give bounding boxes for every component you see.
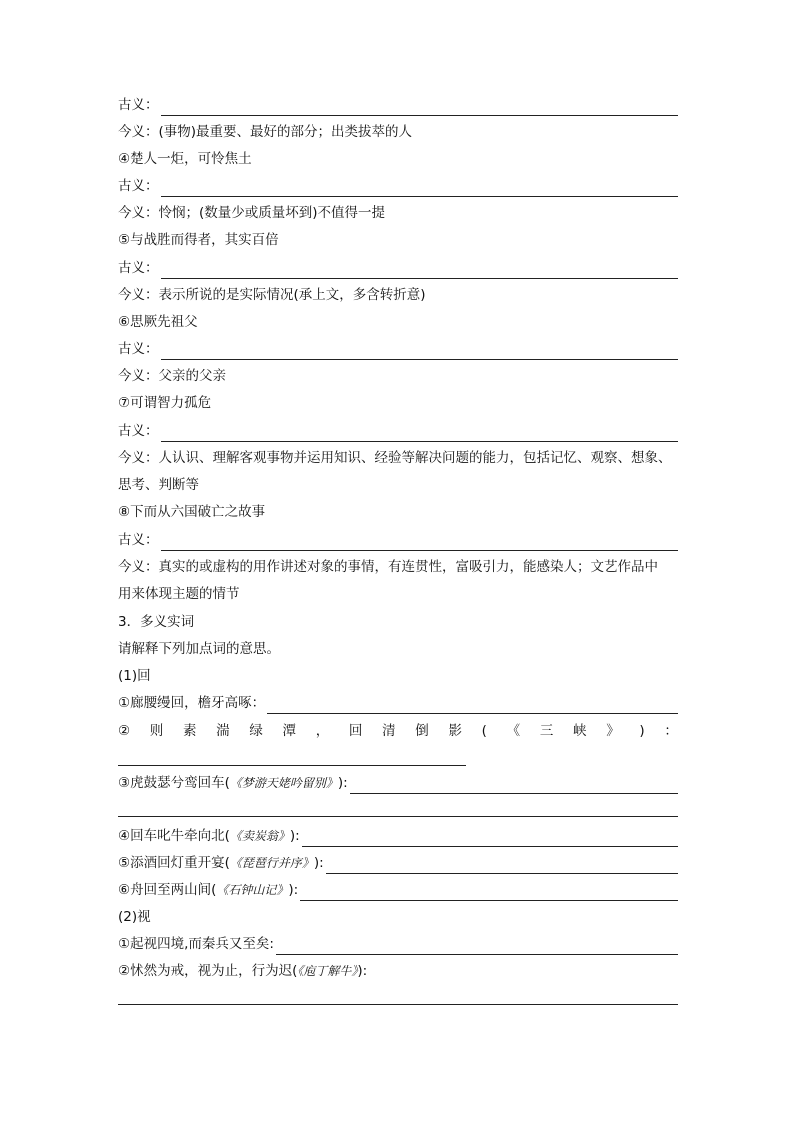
text-line: 今义：(事物)最重要、最好的部分；出类拔萃的人 [118, 124, 413, 140]
hui-q4 [118, 825, 678, 847]
shi-q2-end: ): [357, 963, 368, 979]
text-line: ⑤与战胜而得者，其实百倍 [118, 232, 279, 248]
hui-q4-source: 《卖炭翁》 [229, 829, 290, 843]
shi-q1-text: ①起视四境,而秦兵又至矣: [118, 936, 274, 952]
hui-q2-char: 倒 [415, 723, 429, 739]
gu-yi-answer[interactable] [161, 426, 679, 442]
hui-q3 [118, 772, 678, 794]
hui-q4-end: ): [289, 828, 300, 844]
hui-header: (1)回 [118, 668, 151, 684]
hui-q2-char: 峡 [573, 723, 587, 739]
hui-q3-source: 《梦游天姥吟留别》 [229, 776, 338, 790]
hui-q2-char: 三 [539, 723, 554, 739]
hui-q2-char: 》 [606, 723, 620, 739]
gu-yi-row [118, 175, 678, 197]
hui-q3-answer-line2[interactable] [118, 815, 678, 817]
hui-q1 [118, 692, 678, 714]
hui-q5-source: 《琵琶行并序》 [229, 856, 314, 870]
hui-q6-end: ): [288, 882, 299, 898]
hui-q2 [118, 720, 678, 742]
hui-q6 [118, 879, 678, 901]
hui-q5-answer[interactable] [326, 858, 678, 874]
gu-yi-row [118, 257, 678, 279]
gu-yi-answer[interactable] [161, 263, 679, 279]
hui-q2-char: ) [639, 723, 645, 739]
gu-yi-label: 古义： [118, 178, 159, 194]
text-line: 今义：真实的或虚构的用作讲述对象的事情，有连贯性，富吸引力，能感染人；文艺作品中 [118, 559, 658, 575]
gu-yi-label: 古义： [118, 97, 159, 113]
hui-q2-char: 影 [448, 723, 462, 739]
text-line: 今义：怜悯；(数量少或质量坏到)不值得一提 [118, 205, 386, 221]
hui-q1-answer[interactable] [267, 698, 678, 714]
gu-yi-row [118, 338, 678, 360]
hui-q3-text: ③虎鼓瑟兮鸾回车( [118, 775, 230, 791]
gu-yi-label: 古义： [118, 532, 159, 548]
shi-q2-answer[interactable] [118, 1003, 678, 1005]
text-line: 今义：表示所说的是实际情况(承上文，多含转折意) [118, 287, 426, 303]
hui-q2-answer[interactable] [118, 764, 466, 766]
hui-q2-char: 清 [382, 723, 396, 739]
gu-yi-label: 古义： [118, 423, 159, 439]
text-line: ④楚人一炬，可怜焦土 [118, 151, 252, 167]
hui-q2-char: 《 [506, 723, 521, 739]
gu-yi-row [118, 420, 678, 442]
gu-yi-answer[interactable] [161, 535, 679, 551]
hui-q5 [118, 852, 678, 874]
hui-q4-answer[interactable] [302, 831, 678, 847]
instruction: 请解释下列加点词的意思。 [118, 641, 280, 657]
shi-q2-text: ②怵然为戒，视为止，行为迟( [118, 963, 298, 979]
gu-yi-label: 古义： [118, 341, 159, 357]
shi-header: (2)视 [118, 909, 151, 925]
hui-q3-end: ): [337, 775, 348, 791]
hui-q2-char: 素 [182, 723, 197, 739]
shi-q2 [118, 960, 678, 982]
hui-q1-text: ①廊腰缦回，檐牙高啄： [118, 695, 266, 711]
hui-q2-char: ( [481, 723, 487, 739]
hui-q6-text: ⑥舟回至两山间( [118, 882, 217, 898]
text-line: 今义：父亲的父亲 [118, 368, 226, 384]
hui-q4-text: ④回车叱牛牵向北( [118, 828, 230, 844]
hui-q2-char: 湍 [216, 723, 230, 739]
hui-q5-end: ): [313, 855, 324, 871]
gu-yi-answer[interactable] [161, 100, 679, 116]
gu-yi-label: 古义： [118, 260, 159, 276]
hui-q2-char: 绿 [249, 723, 263, 739]
hui-q2-char: ， [315, 723, 330, 739]
text-line: 用来体现主题的情节 [118, 586, 240, 602]
hui-q2-char: 回 [348, 723, 363, 739]
hui-q2-char: 潭 [282, 723, 297, 739]
gu-yi-row [118, 529, 678, 551]
hui-q3-answer[interactable] [350, 778, 678, 794]
text-line: ⑥思厥先祖父 [118, 314, 198, 330]
shi-q1-answer[interactable] [276, 939, 678, 955]
gu-yi-answer[interactable] [161, 344, 679, 360]
shi-q1 [118, 933, 678, 955]
section-title: 3．多义实词 [118, 614, 195, 630]
hui-q6-source: 《石钟山记》 [216, 883, 289, 897]
text-line: ⑦可谓智力孤危 [118, 395, 212, 411]
text-line: ⑧下而从六国破亡之故事 [118, 504, 266, 520]
hui-q2-char: ② [118, 723, 131, 739]
hui-q2-char: ： [664, 723, 678, 739]
text-line: 思考、判断等 [118, 477, 199, 493]
hui-q6-answer[interactable] [300, 885, 678, 901]
hui-q5-text: ⑤添酒回灯重开宴( [118, 855, 230, 871]
gu-yi-row [118, 94, 678, 116]
text-line: 今义：人认识、理解客观事物并运用知识、经验等解决问题的能力，包括记忆、观察、想象、 [118, 450, 672, 466]
gu-yi-answer[interactable] [161, 181, 679, 197]
hui-q2-char: 则 [149, 723, 164, 739]
shi-q2-source: 《庖丁解牛》 [297, 964, 358, 978]
